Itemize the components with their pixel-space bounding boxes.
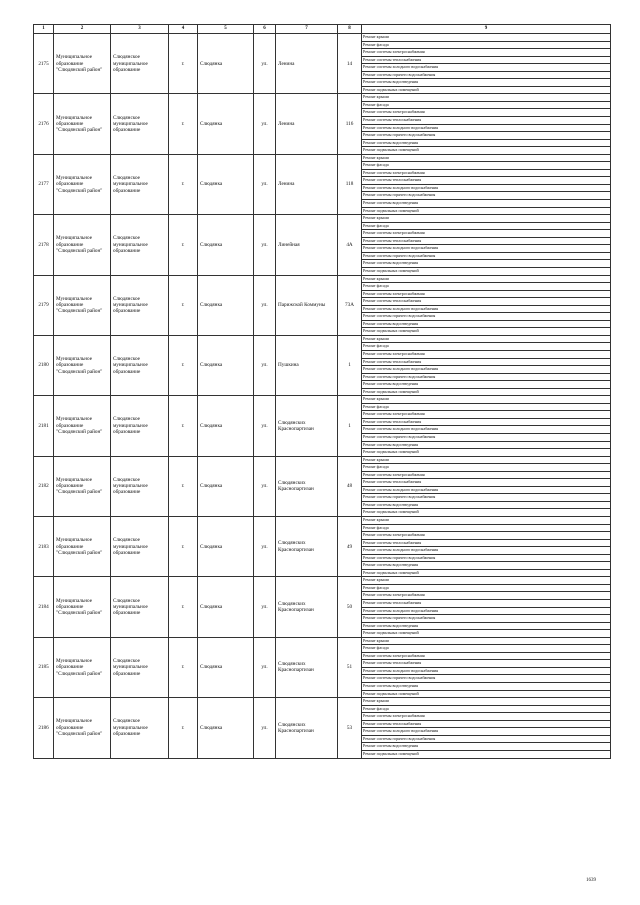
- street-cell: Слюдянских Краснопартизан: [276, 637, 338, 697]
- work-item: Ремонт системы холодного водоснабжения: [362, 547, 611, 555]
- work-item: Ремонт подвальных помещений: [362, 147, 611, 155]
- work-item: Ремонт фасада: [362, 403, 611, 411]
- work-item: Ремонт фасада: [362, 162, 611, 170]
- work-item: Ремонт системы теплоснабжения: [362, 177, 611, 185]
- table-row: [34, 637, 611, 645]
- work-item: Ремонт системы электроснабжения: [362, 471, 611, 479]
- street-cell: Ленина: [276, 34, 338, 94]
- work-item: Ремонт системы водоотведения: [362, 79, 611, 87]
- municipality-cell: Муниципальное образование "Слюдянский район": [54, 275, 111, 335]
- street-type-cell: ул.: [254, 215, 276, 275]
- column-header-6: 6: [254, 25, 276, 34]
- locality-type-cell: г.: [169, 396, 198, 456]
- page-number: 1639: [586, 878, 596, 883]
- locality-cell: Слюдянка: [198, 335, 254, 395]
- locality-cell: Слюдянка: [198, 275, 254, 335]
- work-item: Ремонт системы горячего водоснабжения: [362, 313, 611, 321]
- work-item: Ремонт крыши: [362, 335, 611, 343]
- repair-program-table: [33, 24, 611, 759]
- street-cell: Линейная: [276, 215, 338, 275]
- work-item: Ремонт системы теплоснабжения: [362, 117, 611, 125]
- work-item: Ремонт системы горячего водоснабжения: [362, 373, 611, 381]
- work-item: Ремонт системы электроснабжения: [362, 109, 611, 117]
- record-number: 2176: [34, 94, 54, 154]
- locality-type-cell: г.: [169, 698, 198, 758]
- settlement-cell: Слюдянское муниципальное образование: [111, 34, 169, 94]
- work-item: Ремонт подвальных помещений: [362, 267, 611, 275]
- locality-cell: Слюдянка: [198, 637, 254, 697]
- work-item: Ремонт системы теплоснабжения: [362, 660, 611, 668]
- municipality-cell: Муниципальное образование "Слюдянский район": [54, 154, 111, 214]
- locality-type-cell: г.: [169, 577, 198, 637]
- work-item: Ремонт крыши: [362, 34, 611, 42]
- work-item: Ремонт системы водоотведения: [362, 501, 611, 509]
- work-item: Ремонт системы горячего водоснабжения: [362, 554, 611, 562]
- column-header-9: 9: [362, 25, 611, 34]
- work-item: Ремонт подвальных помещений: [362, 207, 611, 215]
- work-item: Ремонт фасада: [362, 584, 611, 592]
- work-item: Ремонт фасада: [362, 524, 611, 532]
- work-item: Ремонт системы холодного водоснабжения: [362, 305, 611, 313]
- work-item: Ремонт системы горячего водоснабжения: [362, 615, 611, 623]
- table-row: [34, 34, 611, 42]
- settlement-cell: Слюдянское муниципальное образование: [111, 456, 169, 516]
- record-number: 2185: [34, 637, 54, 697]
- locality-cell: Слюдянка: [198, 698, 254, 758]
- work-item: Ремонт системы теплоснабжения: [362, 539, 611, 547]
- column-header-1: 1: [34, 25, 54, 34]
- locality-type-cell: г.: [169, 517, 198, 577]
- work-item: Ремонт системы холодного водоснабжения: [362, 486, 611, 494]
- work-item: Ремонт системы холодного водоснабжения: [362, 426, 611, 434]
- work-item: Ремонт системы водоотведения: [362, 683, 611, 691]
- work-item: Ремонт системы теплоснабжения: [362, 298, 611, 306]
- work-item: Ремонт подвальных помещений: [362, 750, 611, 758]
- house-number-cell: 14: [338, 34, 362, 94]
- municipality-cell: Муниципальное образование "Слюдянский район": [54, 698, 111, 758]
- settlement-cell: Слюдянское муниципальное образование: [111, 335, 169, 395]
- work-item: Ремонт системы теплоснабжения: [362, 358, 611, 366]
- settlement-cell: Слюдянское муниципальное образование: [111, 698, 169, 758]
- record-number: 2177: [34, 154, 54, 214]
- work-item: Ремонт системы горячего водоснабжения: [362, 192, 611, 200]
- work-item: Ремонт подвальных помещений: [362, 449, 611, 457]
- work-item: Ремонт системы водоотведения: [362, 320, 611, 328]
- work-item: Ремонт системы холодного водоснабжения: [362, 607, 611, 615]
- record-number: 2175: [34, 34, 54, 94]
- work-item: Ремонт системы теплоснабжения: [362, 600, 611, 608]
- table-row: [34, 215, 611, 223]
- settlement-cell: Слюдянское муниципальное образование: [111, 94, 169, 154]
- document-sheet: [33, 24, 610, 759]
- locality-type-cell: г.: [169, 215, 198, 275]
- municipality-cell: Муниципальное образование "Слюдянский район": [54, 396, 111, 456]
- work-item: Ремонт системы холодного водоснабжения: [362, 184, 611, 192]
- table-row: [34, 517, 611, 525]
- settlement-cell: Слюдянское муниципальное образование: [111, 637, 169, 697]
- work-item: Ремонт системы горячего водоснабжения: [362, 132, 611, 140]
- column-header-5: 5: [198, 25, 254, 34]
- locality-cell: Слюдянка: [198, 577, 254, 637]
- column-header-7: 7: [276, 25, 338, 34]
- record-number: 2178: [34, 215, 54, 275]
- work-item: Ремонт подвальных помещений: [362, 509, 611, 517]
- street-type-cell: ул.: [254, 34, 276, 94]
- table-row: [34, 456, 611, 464]
- street-cell: Слюдянских Краснопартизан: [276, 698, 338, 758]
- locality-cell: Слюдянка: [198, 94, 254, 154]
- work-item: Ремонт системы водоотведения: [362, 441, 611, 449]
- work-item: Ремонт системы электроснабжения: [362, 411, 611, 419]
- municipality-cell: Муниципальное образование "Слюдянский район": [54, 94, 111, 154]
- record-number: 2180: [34, 335, 54, 395]
- table-row: [34, 275, 611, 283]
- work-item: Ремонт системы электроснабжения: [362, 230, 611, 238]
- work-item: Ремонт подвальных помещений: [362, 328, 611, 336]
- municipality-cell: Муниципальное образование "Слюдянский район": [54, 517, 111, 577]
- column-header-8: 8: [338, 25, 362, 34]
- house-number-cell: 53: [338, 698, 362, 758]
- work-item: Ремонт подвальных помещений: [362, 630, 611, 638]
- work-item: Ремонт подвальных помещений: [362, 690, 611, 698]
- street-cell: Парижской Коммуны: [276, 275, 338, 335]
- locality-cell: Слюдянка: [198, 396, 254, 456]
- work-item: Ремонт системы горячего водоснабжения: [362, 735, 611, 743]
- record-number: 2179: [34, 275, 54, 335]
- work-item: Ремонт системы теплоснабжения: [362, 237, 611, 245]
- street-cell: Слюдянских Краснопартизан: [276, 456, 338, 516]
- work-item: Ремонт системы горячего водоснабжения: [362, 675, 611, 683]
- work-item: Ремонт системы холодного водоснабжения: [362, 64, 611, 72]
- house-number-cell: 1: [338, 335, 362, 395]
- work-item: Ремонт подвальных помещений: [362, 388, 611, 396]
- work-item: Ремонт системы теплоснабжения: [362, 56, 611, 64]
- work-item: Ремонт системы водоотведения: [362, 381, 611, 389]
- record-number: 2183: [34, 517, 54, 577]
- locality-type-cell: г.: [169, 456, 198, 516]
- work-item: Ремонт системы теплоснабжения: [362, 479, 611, 487]
- work-item: Ремонт крыши: [362, 154, 611, 162]
- work-item: Ремонт фасада: [362, 283, 611, 291]
- street-type-cell: ул.: [254, 335, 276, 395]
- column-header-4: 4: [169, 25, 198, 34]
- locality-type-cell: г.: [169, 154, 198, 214]
- municipality-cell: Муниципальное образование "Слюдянский район": [54, 637, 111, 697]
- work-item: Ремонт фасада: [362, 41, 611, 49]
- work-item: Ремонт крыши: [362, 517, 611, 525]
- locality-cell: Слюдянка: [198, 154, 254, 214]
- table-body: [34, 34, 611, 759]
- settlement-cell: Слюдянское муниципальное образование: [111, 577, 169, 637]
- work-item: Ремонт фасада: [362, 222, 611, 230]
- street-type-cell: ул.: [254, 275, 276, 335]
- municipality-cell: Муниципальное образование "Слюдянский район": [54, 215, 111, 275]
- house-number-cell: 73А: [338, 275, 362, 335]
- street-type-cell: ул.: [254, 456, 276, 516]
- locality-cell: Слюдянка: [198, 215, 254, 275]
- work-item: Ремонт системы электроснабжения: [362, 652, 611, 660]
- settlement-cell: Слюдянское муниципальное образование: [111, 396, 169, 456]
- street-cell: Слюдянских Краснопартизан: [276, 517, 338, 577]
- street-type-cell: ул.: [254, 517, 276, 577]
- work-item: Ремонт системы водоотведения: [362, 562, 611, 570]
- work-item: Ремонт системы теплоснабжения: [362, 720, 611, 728]
- record-number: 2184: [34, 577, 54, 637]
- work-item: Ремонт системы водоотведения: [362, 200, 611, 208]
- house-number-cell: 50: [338, 577, 362, 637]
- locality-cell: Слюдянка: [198, 456, 254, 516]
- work-item: Ремонт системы водоотведения: [362, 139, 611, 147]
- municipality-cell: Муниципальное образование "Слюдянский район": [54, 456, 111, 516]
- work-item: Ремонт крыши: [362, 577, 611, 585]
- street-type-cell: ул.: [254, 637, 276, 697]
- street-type-cell: ул.: [254, 154, 276, 214]
- locality-type-cell: г.: [169, 94, 198, 154]
- work-item: Ремонт крыши: [362, 698, 611, 706]
- record-number: 2182: [34, 456, 54, 516]
- municipality-cell: Муниципальное образование "Слюдянский район": [54, 335, 111, 395]
- house-number-cell: 118: [338, 154, 362, 214]
- street-type-cell: ул.: [254, 577, 276, 637]
- work-item: Ремонт системы электроснабжения: [362, 290, 611, 298]
- work-item: Ремонт крыши: [362, 275, 611, 283]
- work-item: Ремонт системы электроснабжения: [362, 49, 611, 57]
- work-item: Ремонт фасада: [362, 343, 611, 351]
- work-item: Ремонт системы холодного водоснабжения: [362, 728, 611, 736]
- work-item: Ремонт системы холодного водоснабжения: [362, 124, 611, 132]
- work-item: Ремонт подвальных помещений: [362, 86, 611, 94]
- work-item: Ремонт системы водоотведения: [362, 622, 611, 630]
- street-cell: Ленина: [276, 94, 338, 154]
- record-number: 2186: [34, 698, 54, 758]
- work-item: Ремонт системы водоотведения: [362, 260, 611, 268]
- work-item: Ремонт подвальных помещений: [362, 569, 611, 577]
- work-item: Ремонт крыши: [362, 215, 611, 223]
- record-number: 2181: [34, 396, 54, 456]
- work-item: Ремонт системы теплоснабжения: [362, 418, 611, 426]
- street-type-cell: ул.: [254, 698, 276, 758]
- locality-type-cell: г.: [169, 275, 198, 335]
- street-cell: Ленина: [276, 154, 338, 214]
- house-number-cell: 1: [338, 396, 362, 456]
- street-type-cell: ул.: [254, 94, 276, 154]
- street-cell: Слюдянских Краснопартизан: [276, 577, 338, 637]
- work-item: Ремонт системы водоотведения: [362, 743, 611, 751]
- work-item: Ремонт фасада: [362, 705, 611, 713]
- settlement-cell: Слюдянское муниципальное образование: [111, 215, 169, 275]
- locality-type-cell: г.: [169, 34, 198, 94]
- column-header-3: 3: [111, 25, 169, 34]
- street-cell: Пушкина: [276, 335, 338, 395]
- work-item: Ремонт системы электроснабжения: [362, 532, 611, 540]
- locality-type-cell: г.: [169, 637, 198, 697]
- house-number-cell: 51: [338, 637, 362, 697]
- locality-cell: Слюдянка: [198, 517, 254, 577]
- house-number-cell: 4А: [338, 215, 362, 275]
- street-type-cell: ул.: [254, 396, 276, 456]
- settlement-cell: Слюдянское муниципальное образование: [111, 275, 169, 335]
- table-row: [34, 577, 611, 585]
- settlement-cell: Слюдянское муниципальное образование: [111, 517, 169, 577]
- work-item: Ремонт крыши: [362, 396, 611, 404]
- work-item: Ремонт системы электроснабжения: [362, 350, 611, 358]
- work-item: Ремонт системы холодного водоснабжения: [362, 245, 611, 253]
- work-item: Ремонт фасада: [362, 645, 611, 653]
- house-number-cell: 116: [338, 94, 362, 154]
- locality-cell: Слюдянка: [198, 34, 254, 94]
- work-item: Ремонт крыши: [362, 456, 611, 464]
- house-number-cell: 49: [338, 517, 362, 577]
- house-number-cell: 48: [338, 456, 362, 516]
- street-cell: Слюдянских Краснопартизан: [276, 396, 338, 456]
- work-item: Ремонт системы электроснабжения: [362, 169, 611, 177]
- column-number-row: [34, 25, 611, 34]
- work-item: Ремонт системы горячего водоснабжения: [362, 71, 611, 79]
- municipality-cell: Муниципальное образование "Слюдянский район": [54, 34, 111, 94]
- table-row: [34, 154, 611, 162]
- table-row: [34, 396, 611, 404]
- work-item: Ремонт системы холодного водоснабжения: [362, 366, 611, 374]
- work-item: Ремонт системы холодного водоснабжения: [362, 667, 611, 675]
- work-item: Ремонт системы горячего водоснабжения: [362, 433, 611, 441]
- table-row: [34, 94, 611, 102]
- work-item: Ремонт фасада: [362, 101, 611, 109]
- work-item: Ремонт системы электроснабжения: [362, 713, 611, 721]
- work-item: Ремонт фасада: [362, 464, 611, 472]
- work-item: Ремонт крыши: [362, 637, 611, 645]
- work-item: Ремонт системы электроснабжения: [362, 592, 611, 600]
- municipality-cell: Муниципальное образование "Слюдянский район": [54, 577, 111, 637]
- work-item: Ремонт системы горячего водоснабжения: [362, 494, 611, 502]
- settlement-cell: Слюдянское муниципальное образование: [111, 154, 169, 214]
- work-item: Ремонт системы горячего водоснабжения: [362, 252, 611, 260]
- work-item: Ремонт крыши: [362, 94, 611, 102]
- table-row: [34, 335, 611, 343]
- column-header-2: 2: [54, 25, 111, 34]
- locality-type-cell: г.: [169, 335, 198, 395]
- table-row: [34, 698, 611, 706]
